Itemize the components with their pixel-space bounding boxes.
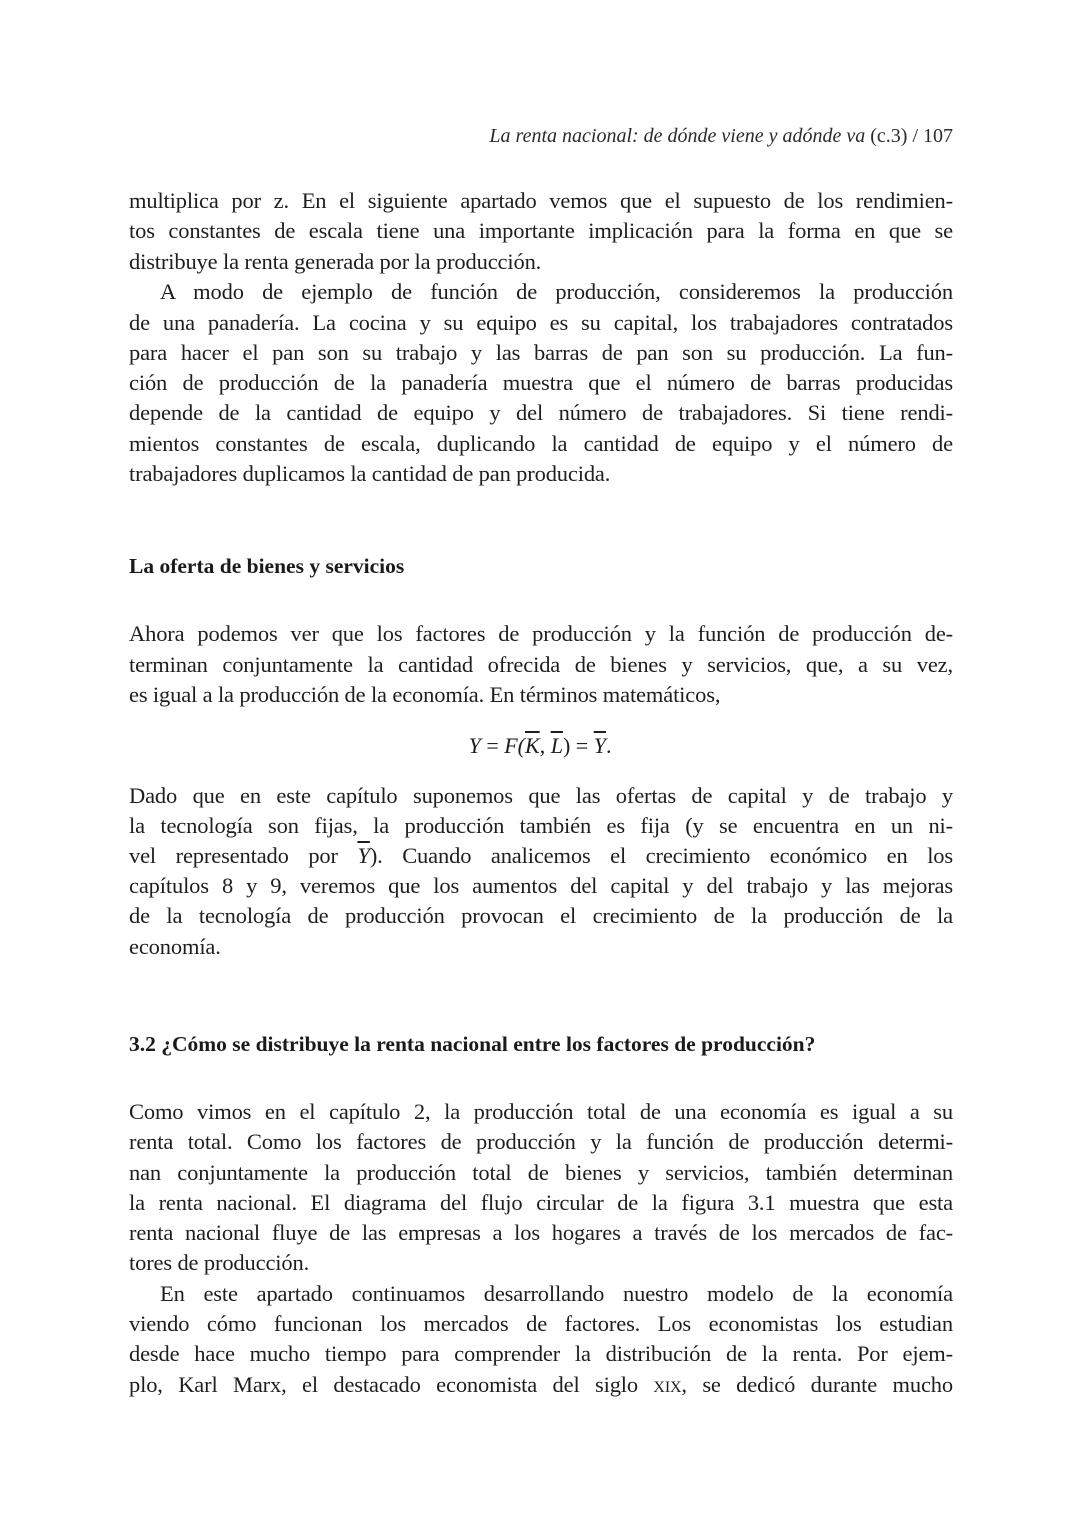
- text-line: ción de producción de la panadería muestra que el número de barras producidas: [129, 370, 953, 395]
- eq-comma: ,: [539, 733, 551, 758]
- text-fragment: plo, Karl Marx, el destacado economista del siglo: [129, 1372, 654, 1397]
- eq-symbol-y: Y: [468, 733, 481, 758]
- text-line: la tecnología son fijas, la producción también es fija (y se encuentra en un ni-: [129, 813, 953, 838]
- text-line: Como vimos en el capítulo 2, la producción total de una economía es igual a su: [129, 1099, 953, 1124]
- text-fragment: ). Cuando analicemos el crecimiento económico en los: [369, 843, 953, 868]
- page-number: 107: [923, 125, 953, 147]
- text-line: trabajadores duplicamos la cantidad de pan producida.: [129, 461, 611, 486]
- text-line: de la tecnología de producción provocan el crecimiento de la producción de la: [129, 903, 953, 928]
- text-line: economía.: [129, 934, 221, 959]
- running-head-title: La renta nacional: de dónde viene y adónde va: [489, 125, 866, 147]
- running-head: [489, 122, 953, 150]
- text-line: viendo cómo funcionan los mercados de factores. Los economistas los estudian: [129, 1311, 953, 1336]
- eq-equals: =: [480, 733, 505, 758]
- text-line: nan conjuntamente la producción total de bienes y servicios, también determinan: [129, 1160, 953, 1185]
- running-head-chapter: (c.3): [870, 125, 908, 147]
- text-fragment: , se dedicó durante mucho: [681, 1372, 953, 1397]
- inline-symbol-ybar: $\overline{Y}$: [357, 843, 370, 868]
- eq-function: F(: [504, 733, 525, 758]
- text-line: de una panadería. La cocina y su equipo es su capital, los trabajadores contratados: [129, 310, 953, 335]
- roman-numeral: xix: [653, 1372, 682, 1397]
- text-line: Dado que en este capítulo suponemos que las ofertas de capital y de trabajo y: [129, 783, 953, 808]
- text-line: depende de la cantidad de equipo y del número de trabajadores. Si tiene rendi-: [129, 400, 953, 425]
- section-heading: 3.2 ¿Cómo se distribuye la renta nacional entre los factores de producción?: [129, 1032, 816, 1056]
- section-heading: La oferta de bienes y servicios: [129, 554, 405, 578]
- eq-symbol-lbar: $\overline{L}$: [550, 733, 563, 758]
- eq-symbol-ybar: $\overline{Y}$: [593, 733, 606, 758]
- equation: [0, 731, 1080, 761]
- text-line: Ahora podemos ver que los factores de producción y la función de producción de-: [129, 621, 953, 646]
- eq-close-paren: ): [562, 733, 571, 758]
- text-line: tores de producción.: [129, 1250, 310, 1275]
- text-fragment: vel representado por: [129, 843, 358, 868]
- eq-equals: =: [570, 733, 594, 758]
- text-line: mientos constantes de escala, duplicando la cantidad de equipo y el número de: [129, 431, 953, 456]
- text-line: multiplica por z. En el siguiente apartado vemos que el supuesto de los rendimien-: [129, 188, 953, 213]
- eq-symbol-kbar: $\overline{K}$: [525, 733, 540, 758]
- eq-period: .: [605, 733, 612, 758]
- text-line: desde hace mucho tiempo para comprender la distribución de la renta. Por ejem-: [129, 1341, 953, 1366]
- text-line: terminan conjuntamente la cantidad ofrecida de bienes y servicios, que, a su vez,: [129, 652, 953, 677]
- text-line: distribuye la renta generada por la producción.: [129, 249, 542, 274]
- text-line: para hacer el pan son su trabajo y las barras de pan son su producción. La fun-: [129, 340, 953, 365]
- text-line: [129, 1370, 953, 1400]
- text-line: A modo de ejemplo de función de producción, consideremos la producción: [160, 279, 953, 304]
- text-line: es igual a la producción de la economía. En términos matemáticos,: [129, 682, 721, 707]
- text-line: la renta nacional. El diagrama del flujo circular de la figura 3.1 muestra que esta: [129, 1190, 953, 1215]
- running-head-separator: /: [912, 125, 918, 147]
- text-line: tos constantes de escala tiene una importante implicación para la forma en que se: [129, 218, 953, 243]
- text-line: En este apartado continuamos desarrollando nuestro modelo de la economía: [160, 1281, 953, 1306]
- text-line: capítulos 8 y 9, veremos que los aumentos del capital y del trabajo y las mejoras: [129, 873, 953, 898]
- text-line: renta nacional fluye de las empresas a los hogares a través de los mercados de fac-: [129, 1220, 953, 1245]
- text-line: renta total. Como los factores de producción y la función de producción determi-: [129, 1129, 953, 1154]
- text-line: [129, 841, 953, 871]
